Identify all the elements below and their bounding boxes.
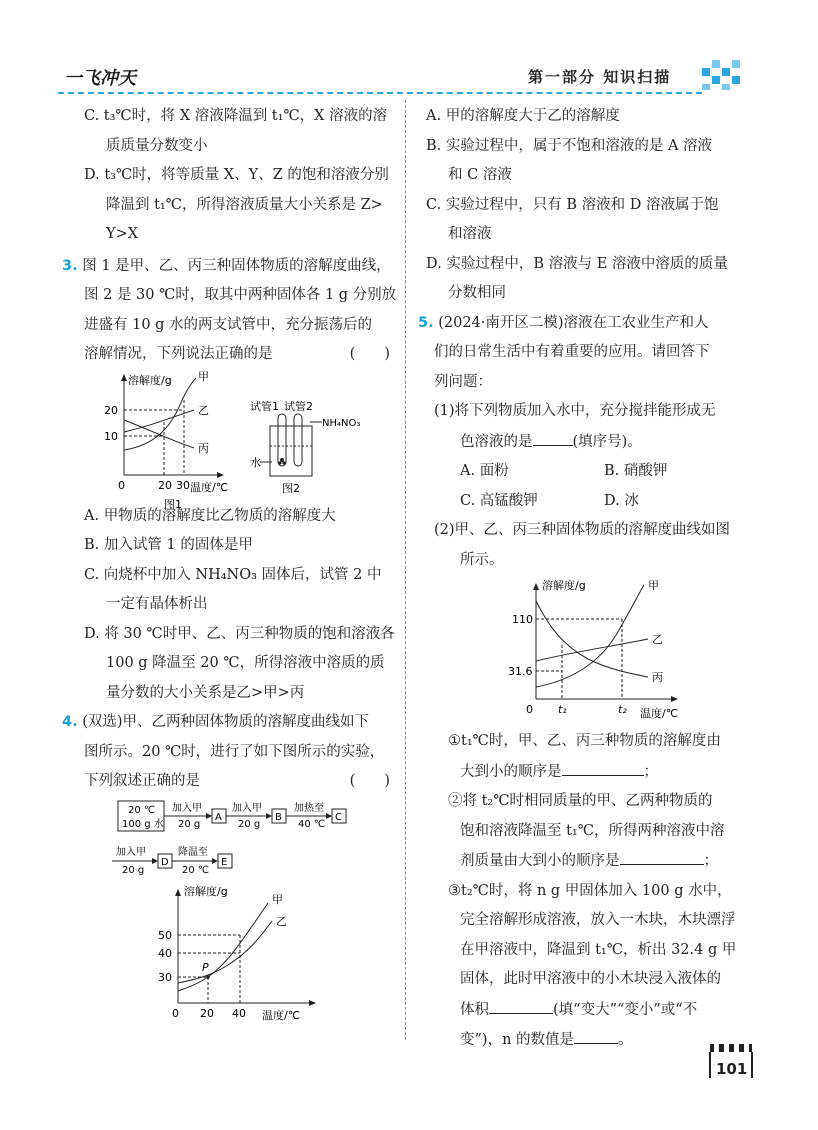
q3-option-d-cont2: 量分数的大小关系是乙>甲>丙	[106, 684, 305, 701]
q5-chart-y110: 110	[512, 613, 533, 626]
q4-chart-ylabel: 溶解度/g	[184, 884, 228, 898]
q5-sub1-blank[interactable]	[562, 757, 644, 776]
q5-number: 5.	[418, 314, 434, 331]
q5-part2: (2)甲、乙、丙三种固体物质的溶解度曲线如图	[434, 522, 731, 538]
q2-option-c-cont: 质质量分数变小	[106, 137, 208, 154]
header-divider	[58, 92, 702, 94]
q4-answer-paren: ( )	[349, 773, 390, 789]
q3-fig1-ylabel: 溶解度/g	[128, 373, 172, 387]
q4-flow-heat: 加热至	[294, 802, 324, 814]
q5-sub1: ①t₁℃时，甲、乙、丙三种物质的溶解度由	[448, 733, 721, 749]
q5-curve-bing	[536, 601, 648, 677]
q4-flow-add2-mass: 20 g	[238, 818, 261, 830]
q3-fig2-tube1: 试管1	[250, 399, 279, 413]
q2-option-d: D. t₃℃时，将等质量 X、Y、Z 的饱和溶液分别	[84, 167, 389, 183]
q3-label-bing: 丙	[198, 441, 209, 455]
q4-chart-y40: 40	[158, 946, 172, 960]
q4-option-d: D. 实验过程中，B 溶液与 E 溶液中溶质的质量	[426, 255, 728, 272]
q4-option-b: B. 实验过程中，属于不饱和溶液的是 A 溶液	[426, 137, 713, 154]
q4-flow-cool-temp: 20 ℃	[182, 864, 210, 876]
q3-option-c: C. 向烧杯中加入 NH₄NO₃ 固体后，试管 2 中	[84, 566, 382, 583]
q5-curve-jia	[536, 585, 644, 687]
q3-fig1-caption: 图1	[164, 497, 182, 511]
q5-sub3-cont4: 体积	[460, 1001, 489, 1018]
q3-option-d: D. 将 30 ℃时甲、乙、丙三种物质的饱和溶液各	[84, 625, 395, 642]
q4-flow-diagram	[98, 797, 428, 881]
q4-option-a: A. 甲的溶解度大于乙的溶解度	[426, 108, 620, 124]
q5-part1-end: (填序号)。	[572, 433, 642, 450]
q5-solubility-chart	[488, 575, 818, 723]
q3-stem-3: 进盛有 10 g 水的两支试管中，充分振荡后的	[84, 316, 373, 333]
q5-sub2-cont2: 剂质量由大到小的顺序是	[460, 853, 620, 869]
q5-sub3-cont6: 变”)，n 的数值是	[460, 1032, 575, 1048]
q4-chart-y30: 30	[158, 970, 172, 984]
q5-option-a: A. 面粉	[460, 463, 509, 479]
q4-chart-y50: 50	[158, 928, 172, 942]
checker-decoration-icon	[700, 58, 744, 92]
q2-option-d-cont2: Y>X	[106, 226, 139, 242]
q4-flow-D: D	[161, 856, 169, 868]
q3-curve-jia	[124, 378, 196, 450]
q5-label-jia: 甲	[648, 579, 659, 592]
q4-flow-add1-mass: 20 g	[178, 818, 201, 830]
q3-fig2-beaker	[250, 399, 360, 495]
q4-option-c-cont: 和溶液	[448, 226, 492, 242]
q5-part1: (1)将下列物质加入水中，充分搅拌能形成无	[434, 403, 716, 419]
q5-sub1-end: ；	[643, 763, 658, 780]
q3-option-a: A. 甲物质的溶解度比乙物质的溶解度大	[84, 507, 336, 524]
q5-sub3-cont5: (填“变大”“变小”或“不	[553, 1001, 698, 1018]
q4-flow-C: C	[335, 811, 342, 823]
q3-answer-paren: ( )	[349, 346, 390, 362]
q3-option-c-cont: 一定有晶体析出	[106, 596, 208, 612]
q5-sub3-cont2: 在甲溶液中，降温到 t₁℃，析出 32.4 g 甲	[460, 941, 737, 958]
q5-part2-cont: 所示。	[460, 551, 504, 568]
q4-flow-start-temp: 20 ℃	[128, 804, 156, 816]
q4-flow-add3-mass: 20 g	[122, 864, 145, 876]
q3-figures	[80, 369, 410, 511]
q4-chart-x0: 0	[172, 1006, 179, 1020]
q5-sub2: ②将 t₂℃时相同质量的甲、乙两种物质的	[448, 793, 713, 809]
q5-sub3-blank2[interactable]	[574, 1025, 618, 1044]
q3-curve-bing	[124, 420, 194, 448]
q3-fig2-salt: NH₄NO₃	[322, 417, 361, 429]
q4-curve-jia	[178, 903, 268, 991]
q5-chart-x0: 0	[526, 703, 533, 716]
q4-chart-x20: 20	[200, 1006, 214, 1020]
q4-option-c: C. 实验过程中，只有 B 溶液和 D 溶液属于饱	[426, 196, 719, 213]
q5-option-d: D. 冰	[604, 492, 639, 509]
q5-sub2-blank[interactable]	[620, 846, 704, 865]
q5-stem-2: 们的日常生活中有着重要的应用。请回答下	[434, 344, 710, 360]
q5-stem-3: 列问题：	[434, 373, 492, 390]
q4-flow-cool: 降温至	[178, 846, 208, 858]
page-number: 101	[716, 1060, 748, 1078]
q5-chart-xlabel: 温度/℃	[640, 707, 679, 720]
q5-stem-1: (2024·南开区二模)溶液在工农业生产和人	[438, 314, 709, 331]
q4-stem-1: (双选)甲、乙两种固体物质的溶解度曲线如下	[82, 714, 370, 730]
q5-label-yi: 乙	[652, 633, 663, 646]
q3-fig2-caption: 图2	[282, 481, 300, 495]
left-column	[62, 102, 398, 1021]
q4-flow-add3: 加入甲	[116, 846, 146, 858]
q5-sub2-end: ；	[703, 853, 718, 869]
q3-fig1-chart	[104, 370, 228, 511]
q4-flow-heat-temp: 40 ℃	[298, 818, 326, 830]
right-column	[418, 102, 748, 1056]
q3-fig2-tube2: 试管2	[284, 399, 313, 413]
q4-flow-E: E	[221, 856, 228, 868]
q5-curve-yi	[536, 639, 648, 661]
q3-label-yi: 乙	[198, 403, 209, 417]
q4-solubility-chart	[122, 881, 452, 1021]
q4-option-b-cont: 和 C 溶液	[448, 167, 512, 183]
q4-flow-start-water: 100 g 水	[122, 818, 164, 830]
q3-stem-2: 图 2 是 30 ℃时，取其中两种固体各 1 g 分别放	[84, 287, 397, 303]
section-title: 第一部分 知识扫描	[528, 68, 672, 86]
q5-sub3-cont3: 固体，此时甲溶液中的小木块浸入液体的	[460, 971, 721, 987]
q4-point-p: P	[202, 960, 209, 974]
q5-label-bing: 丙	[652, 671, 663, 684]
q3-option-b: B. 加入试管 1 的固体是甲	[84, 537, 253, 553]
q4-chart-x40: 40	[232, 1006, 246, 1020]
q5-option-c: C. 高锰酸钾	[460, 492, 538, 509]
q5-chart-t1: t₁	[558, 703, 567, 716]
q4-flow-A: A	[215, 811, 222, 823]
q5-sub3-end: 。	[618, 1032, 633, 1048]
q4-number: 4.	[62, 714, 78, 730]
q4-chart-xlabel: 温度/℃	[262, 1008, 301, 1022]
q3-fig1-x30: 30	[176, 478, 190, 492]
q5-sub1-cont: 大到小的顺序是	[460, 763, 562, 780]
q5-sub3: ③t₂℃时，将 n g 甲固体加入 100 g 水中，	[448, 882, 732, 899]
q3-fig1-y10: 10	[104, 429, 118, 443]
q3-fig2-water: 水	[250, 455, 261, 469]
q5-chart-t2: t₂	[618, 703, 627, 716]
q4-label-jia: 甲	[272, 892, 283, 906]
q2-option-c: C. t₃℃时，将 X 溶液降温到 t₁℃，X 溶液的溶	[84, 108, 388, 124]
q5-part1-cont: 色溶液的是	[460, 433, 533, 450]
q3-fig1-y20: 20	[104, 403, 118, 417]
q5-sub3-blank1[interactable]	[489, 995, 553, 1014]
q5-chart-ylabel: 溶解度/g	[542, 579, 586, 592]
q5-sub2-cont: 饱和溶液降温至 t₁℃，所得两种溶液中溶	[460, 822, 725, 839]
q3-fig1-x0: 0	[118, 478, 125, 492]
q3-stem-1: 图 1 是甲、乙、丙三种固体物质的溶解度曲线，	[82, 257, 391, 274]
q4-flow-B: B	[275, 811, 282, 823]
q3-stem-4: 溶解情况，下列说法正确的是	[84, 346, 273, 362]
q4-label-yi: 乙	[276, 914, 287, 928]
q3-number: 3.	[62, 257, 78, 274]
q5-part1-blank[interactable]	[533, 427, 573, 446]
q3-option-d-cont: 100 g 降温至 20 ℃，所得溶液中溶质的质	[106, 655, 385, 671]
q5-chart-y316: 31.6	[508, 665, 533, 678]
q5-sub3-cont: 完全溶解形成溶液，放入一木块，木块漂浮	[460, 912, 736, 928]
q3-fig1-xlabel: 温度/℃	[190, 480, 229, 494]
q3-fig1-x20: 20	[158, 478, 172, 492]
q3-label-jia: 甲	[198, 369, 209, 383]
q4-option-d-cont: 分数相同	[448, 285, 506, 301]
q4-flow-add2: 加入甲	[232, 802, 262, 814]
q5-option-b: B. 硝酸钾	[604, 463, 668, 479]
q4-stem-2: 图所示。20 ℃时，进行了如下图所示的实验，	[84, 743, 385, 760]
brand-logo: 一飞冲天	[64, 68, 136, 89]
q2-option-d-cont: 降温到 t₁℃，所得溶液质量大小关系是 Z>	[106, 196, 383, 213]
q4-flow-add1: 加入甲	[172, 802, 202, 814]
q4-stem-3: 下列叙述正确的是	[84, 773, 200, 789]
q4-curve-yi	[178, 921, 272, 983]
